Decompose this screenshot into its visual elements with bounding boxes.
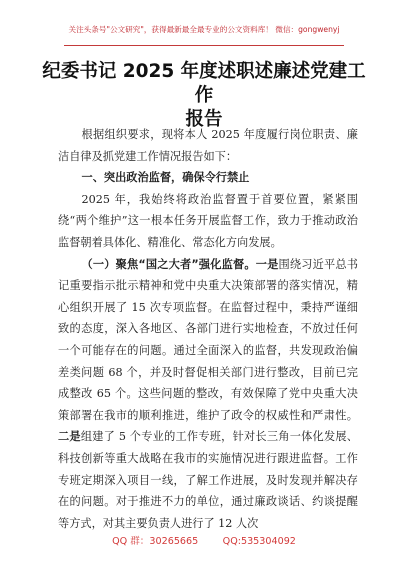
header-divider: [64, 45, 344, 46]
subsection-1-heading: （一）聚焦“国之大者”强化监督。: [81, 257, 256, 271]
point-two-text: 组建了 5 个专业的工作专班，针对长三角一体化发展、科技创新等重大战略在我市的实施情况进行跟进监督。工作专班定期深入项目一线，了解工作进展，及时发现并解决存在的问题。对于推进不力的单位，通过廉政谈话、约谈提醒等方式，对其主要负责人进行了 12 人次: [58, 430, 358, 530]
point-one-label: 一是: [255, 257, 279, 271]
title-line-2: 报告: [185, 109, 223, 130]
header-banner: 关注头条号"公文研究"，获得最新最全最专业的公文资料库！ 微信：gongwenyj: [68, 25, 340, 34]
point-two-label: 二是: [58, 430, 81, 444]
footer-qq-group: QQ 群：30265665: [112, 536, 199, 547]
point-one-text: 围绕习近平总书记重要指示批示精神和党中央重大决策部署的落实情况，精心组织开展了 15 次专项监督。在监督过程中，秉持严谨细致的态度，深入各地区、各部门进行实地检查，不放过任何一个可能存在的问题。通过全面深入的监督，共发现政治偏差类问题 68 个，并及时督促相关部门进行整改，目前已完成整改 65 个。这些问题的整改，有效保障了党中央重大决策部署在我市的顺利推进，维护了政令的权威性和严肃性。: [58, 257, 358, 422]
document-body: [58, 124, 358, 534]
section-1-paragraph: 2025 年，我始终将政治监督置于首要位置，紧紧围绕“两个维护”这一根本任务开展监督工作，致力于推动政治监督朝着具体化、精准化、常态化方向发展。: [58, 192, 358, 249]
intro-paragraph: 根据组织要求，现将本人 2025 年度履行岗位职责、廉洁自律及抓党建工作情况报告如下：: [58, 128, 358, 163]
subsection-1-paragraph: [58, 254, 358, 535]
title-line-1: 纪委书记 2025 年度述职述廉述党建工作: [42, 61, 366, 106]
document-title: [40, 60, 368, 132]
footer-qq: QQ:535304092: [222, 536, 296, 547]
section-1-heading: 一、突出政治监督，确保令行禁止: [81, 171, 250, 185]
footer-contact: [0, 533, 408, 547]
